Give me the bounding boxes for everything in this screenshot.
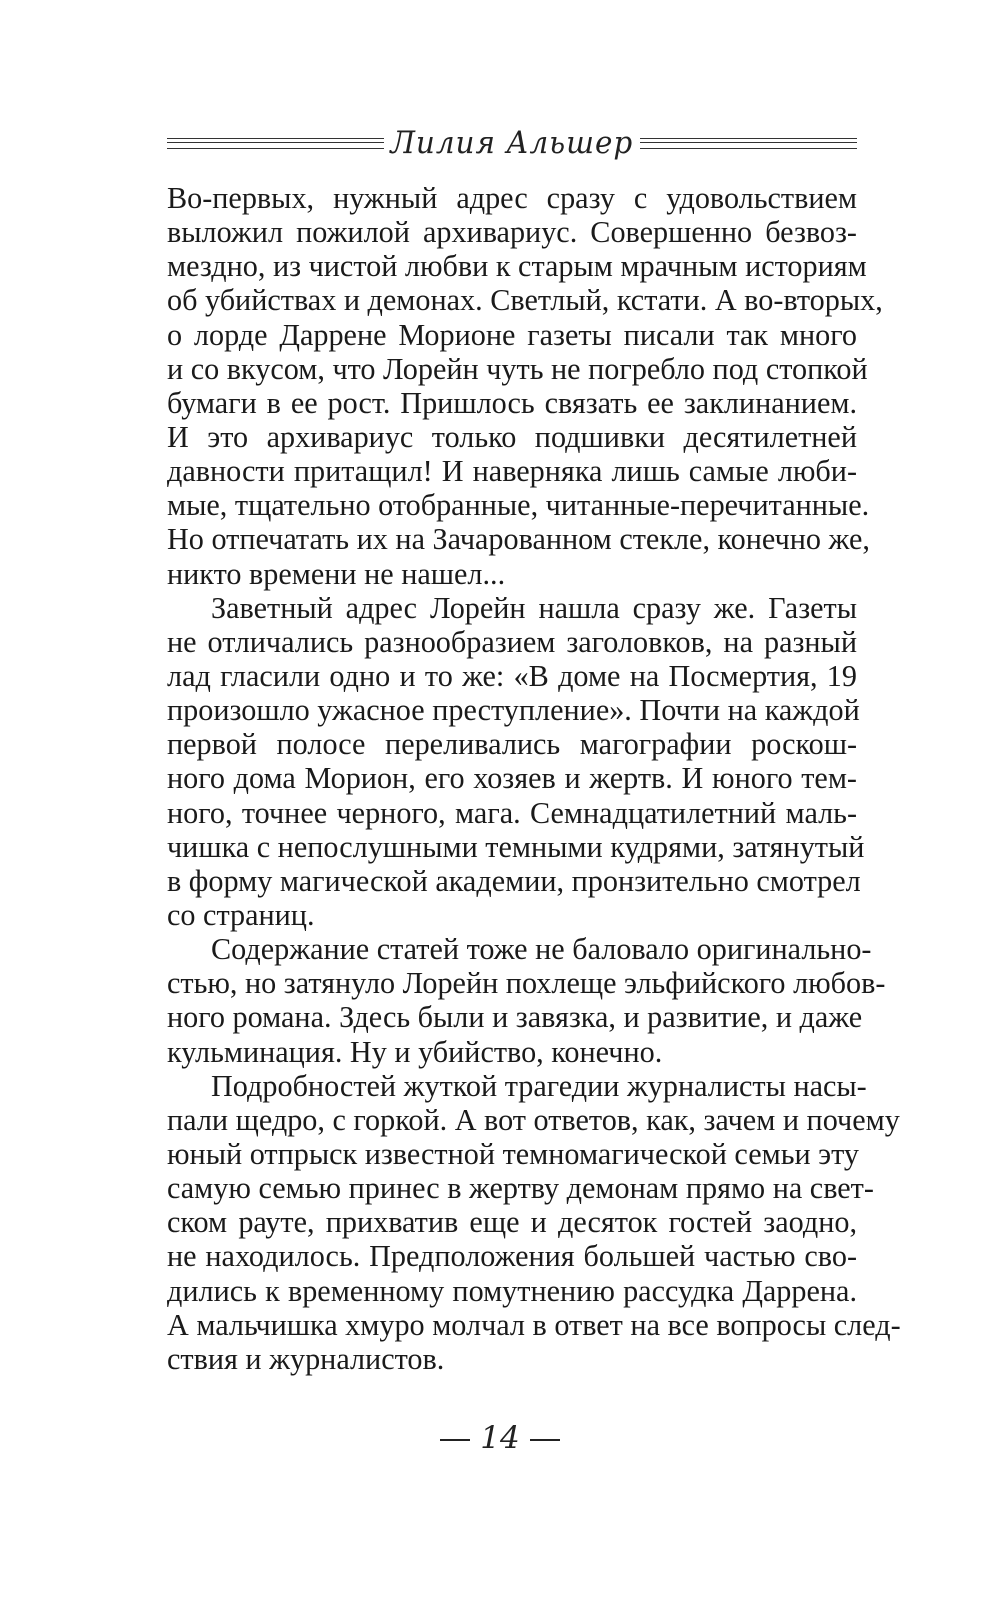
page-footer [0, 1420, 1000, 1456]
text-line: в форму магической академии, пронзительно смотрел [167, 863, 861, 898]
text-line: ного, точнее черного, мага. Семнадцатилетний маль- [167, 795, 857, 830]
text-line: Содержание статей тоже не баловало оригинально- [211, 932, 872, 967]
running-header [167, 118, 857, 168]
text-line: и со вкусом, что Лорейн чуть не погребло под стопкой [167, 351, 868, 386]
text-line: Во-первых, нужный адрес сразу с удовольствием [167, 181, 857, 215]
text-line: не находилось. Предположения большей частью сво- [167, 1239, 857, 1274]
text-line: первой полосе переливались магографии роскош- [167, 727, 857, 762]
text-line: юный отпрыск известной темномагической семьи эту [167, 1136, 860, 1171]
text-line: Подробностей жуткой трагедии журналисты насы- [211, 1068, 867, 1103]
text-line: кульминация. Ну и убийство, конечно. [167, 1034, 663, 1069]
text-line: самую семью принес в жертву демонам прямо на свет- [167, 1171, 874, 1206]
text-line: выложил пожилой архивариус. Совершенно безвоз- [167, 215, 857, 250]
text-line: дились к временному помутнению рассудка Даррена. [167, 1273, 857, 1308]
text-line: А мальчишка хмуро молчал в ответ на все вопросы след- [167, 1307, 901, 1342]
text-line: произошло ужасное преступление». Почти на каждой [167, 693, 860, 728]
page-body-text [167, 181, 901, 1376]
text-line: не отличались разнообразием заголовков, на разный [167, 624, 857, 659]
text-line: бумаги в ее рост. Пришлось связать ее заклинанием. [167, 385, 857, 420]
header-rule-right [640, 138, 857, 149]
text-line: мездно, из чистой любви к старым мрачным историям [167, 249, 867, 284]
text-line: лад гласили одно и то же: «В доме на Посмертия, 19 [167, 658, 857, 693]
text-line: ском рауте, прихватив еще и десяток гостей заодно, [167, 1205, 857, 1240]
text-line: давности притащил! И наверняка лишь самые люби- [167, 454, 857, 489]
text-line: ного дома Морион, его хозяев и жертв. И юного тем- [167, 761, 857, 796]
text-line: об убийствах и демонах. Светлый, кстати. А во-вторых, [167, 283, 883, 318]
text-line: ствия и журналистов. [167, 1341, 445, 1376]
text-line: мые, тщательно отобранные, читанные-перечитанные. [167, 488, 870, 523]
header-author-name: Лилия Альшер [390, 125, 634, 161]
text-line: о лорде Даррене Морионе газеты писали так много [167, 317, 857, 352]
text-line: стью, но затянуло Лорейн похлеще эльфийского любов- [167, 966, 886, 1001]
text-line: Но отпечатать их на Зачарованном стекле, конечно же, [167, 522, 870, 557]
text-line: со страниц. [167, 897, 315, 932]
header-rule-left [167, 138, 384, 149]
text-line: ного романа. Здесь были и завязка, и развитие, и даже [167, 1000, 863, 1035]
text-line: Заветный адрес Лорейн нашла сразу же. Газеты [211, 590, 857, 625]
text-line: чишка с непослушными темными кудрями, затянутый [167, 829, 865, 864]
text-line: И это архивариус только подшивки десятилетней [167, 419, 857, 454]
text-line: пали щедро, с горкой. А вот ответов, как, зачем и почему [167, 1102, 900, 1137]
text-line: никто времени не нашел... [167, 556, 506, 591]
footer-dash-left [440, 1439, 470, 1441]
footer-dash-right [530, 1439, 560, 1441]
page-number: 14 [480, 1420, 520, 1456]
